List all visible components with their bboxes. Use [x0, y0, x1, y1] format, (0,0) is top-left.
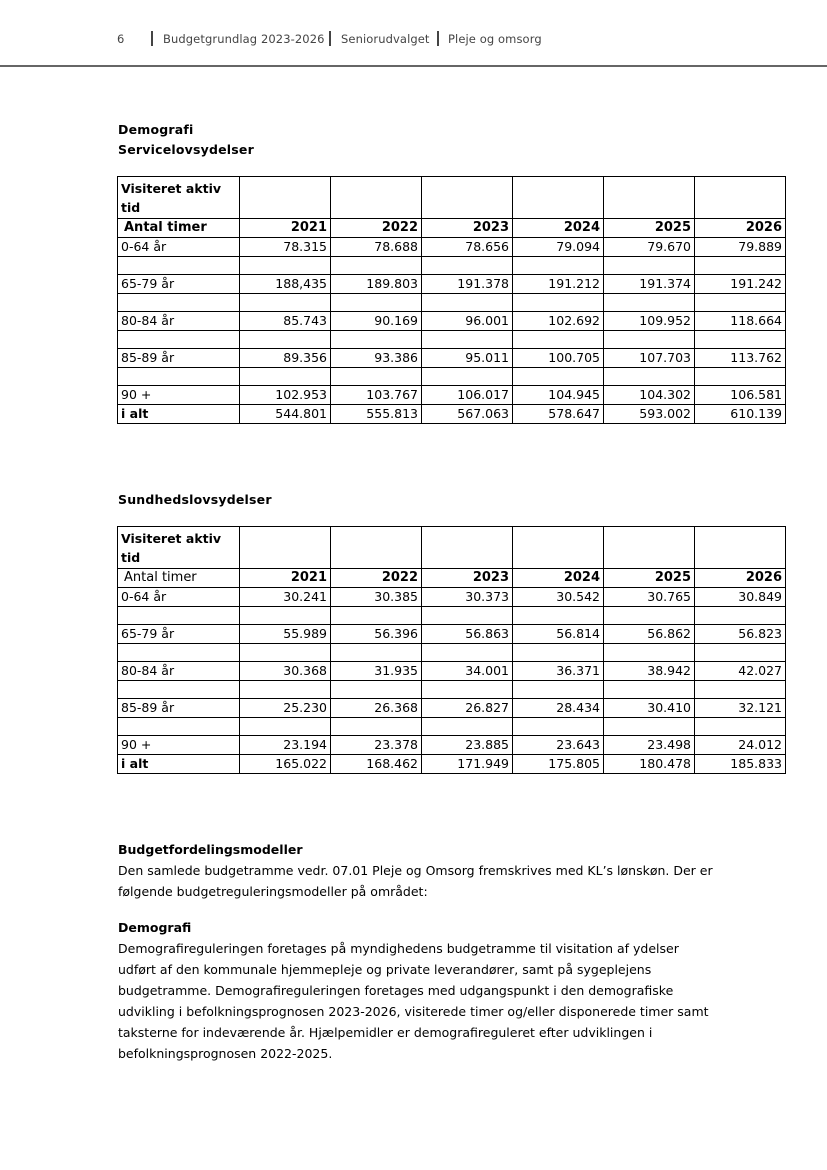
row-header: Antal timer — [118, 219, 240, 238]
year-header: 2026 — [695, 569, 786, 588]
year-header: 2021 — [240, 219, 331, 238]
cell: 23.885 — [422, 736, 513, 755]
cell: 89.356 — [240, 349, 331, 368]
cell: 95.011 — [422, 349, 513, 368]
top-label: Visiteret aktiv tid — [118, 527, 240, 569]
cell: 191.242 — [695, 275, 786, 294]
demografi-heading: Demografi — [118, 920, 192, 935]
cell: 23.643 — [513, 736, 604, 755]
row-label: 0-64 år — [118, 238, 240, 257]
header-separator — [437, 31, 439, 46]
year-header: 2024 — [513, 569, 604, 588]
year-header: 2023 — [422, 219, 513, 238]
cell: 104.302 — [604, 386, 695, 405]
cell: 26.827 — [422, 699, 513, 718]
cell: 56.396 — [331, 625, 422, 644]
total-label: i alt — [118, 755, 240, 774]
year-header: 2025 — [604, 569, 695, 588]
year-header-row — [118, 219, 786, 238]
spacer-row — [118, 368, 786, 386]
cell: 191.374 — [604, 275, 695, 294]
cell: 26.368 — [331, 699, 422, 718]
cell: 191.212 — [513, 275, 604, 294]
cell: 56.814 — [513, 625, 604, 644]
table-row — [118, 588, 786, 607]
demografi-text: Demografireguleringen foretages på myndighedens budgetramme til visitation af ydelser udført af den kommunale hjemmepleje og private leverandører, samt på sygeplejens budgetramme. Demografireguleringen foretages med udgangspunkt i den demografiske udvikling i befolkningsprognosen 2023-2026, visiterede timer og/eller disponerede timer samt taksterne for indeværende år. Hjælpemidler er demografireguleret efter udviklingen i befolkningsprognosen 2022-2025. — [118, 941, 709, 1061]
page-number: 6 — [117, 32, 125, 46]
table-row — [118, 625, 786, 644]
row-header: Antal timer — [118, 569, 240, 588]
cell: 104.945 — [513, 386, 604, 405]
header-separator — [151, 31, 153, 46]
total-cell: 555.813 — [331, 405, 422, 424]
cell: 28.434 — [513, 699, 604, 718]
cell: 96.001 — [422, 312, 513, 331]
spacer-row — [118, 294, 786, 312]
table-top-row — [118, 177, 786, 219]
table-row — [118, 736, 786, 755]
header-rule — [0, 65, 827, 67]
cell: 78.315 — [240, 238, 331, 257]
total-cell: 175.805 — [513, 755, 604, 774]
spacer-row — [118, 607, 786, 625]
total-cell: 544.801 — [240, 405, 331, 424]
cell: 30.373 — [422, 588, 513, 607]
cell: 23.378 — [331, 736, 422, 755]
row-label: 85-89 år — [118, 699, 240, 718]
total-label: i alt — [118, 405, 240, 424]
total-row — [118, 405, 786, 424]
cell: 31.935 — [331, 662, 422, 681]
row-label: 65-79 år — [118, 625, 240, 644]
row-label: 90 + — [118, 386, 240, 405]
cell: 36.371 — [513, 662, 604, 681]
spacer-row — [118, 681, 786, 699]
budget-models-section — [118, 839, 718, 902]
cell: 107.703 — [604, 349, 695, 368]
cell: 24.012 — [695, 736, 786, 755]
cell: 30.368 — [240, 662, 331, 681]
cell: 56.862 — [604, 625, 695, 644]
total-cell: 171.949 — [422, 755, 513, 774]
year-header: 2023 — [422, 569, 513, 588]
spacer-row — [118, 331, 786, 349]
cell: 85.743 — [240, 312, 331, 331]
cell: 109.952 — [604, 312, 695, 331]
breadcrumb-area: Pleje og omsorg — [448, 32, 542, 46]
row-label: 85-89 år — [118, 349, 240, 368]
year-header: 2026 — [695, 219, 786, 238]
demografi-section — [118, 917, 718, 1064]
cell: 23.194 — [240, 736, 331, 755]
cell: 78.688 — [331, 238, 422, 257]
cell: 113.762 — [695, 349, 786, 368]
table-row — [118, 386, 786, 405]
cell: 55.989 — [240, 625, 331, 644]
cell: 56.823 — [695, 625, 786, 644]
total-cell: 165.022 — [240, 755, 331, 774]
sundhedslov-table — [117, 526, 786, 774]
cell: 90.169 — [331, 312, 422, 331]
cell: 79.889 — [695, 238, 786, 257]
cell: 93.386 — [331, 349, 422, 368]
total-cell: 593.002 — [604, 405, 695, 424]
total-cell: 578.647 — [513, 405, 604, 424]
table-row — [118, 312, 786, 331]
cell: 30.385 — [331, 588, 422, 607]
cell: 30.542 — [513, 588, 604, 607]
total-cell: 567.063 — [422, 405, 513, 424]
total-cell: 610.139 — [695, 405, 786, 424]
servicelov-table — [117, 176, 786, 424]
cell: 188,435 — [240, 275, 331, 294]
total-cell: 180.478 — [604, 755, 695, 774]
cell: 78.656 — [422, 238, 513, 257]
cell: 189.803 — [331, 275, 422, 294]
year-header: 2025 — [604, 219, 695, 238]
cell: 38.942 — [604, 662, 695, 681]
cell: 30.765 — [604, 588, 695, 607]
table-row — [118, 275, 786, 294]
cell: 25.230 — [240, 699, 331, 718]
cell: 100.705 — [513, 349, 604, 368]
spacer-row — [118, 644, 786, 662]
breadcrumb-document: Budgetgrundlag 2023-2026 — [163, 32, 325, 46]
cell: 30.410 — [604, 699, 695, 718]
year-header: 2024 — [513, 219, 604, 238]
row-label: 90 + — [118, 736, 240, 755]
table-row — [118, 238, 786, 257]
section-subtitle: Servicelovsydelser — [118, 142, 254, 157]
cell: 30.241 — [240, 588, 331, 607]
cell: 118.664 — [695, 312, 786, 331]
year-header: 2021 — [240, 569, 331, 588]
cell: 30.849 — [695, 588, 786, 607]
cell: 23.498 — [604, 736, 695, 755]
header-separator — [329, 31, 331, 46]
cell: 42.027 — [695, 662, 786, 681]
cell: 32.121 — [695, 699, 786, 718]
total-row — [118, 755, 786, 774]
page-header — [0, 32, 827, 52]
row-label: 0-64 år — [118, 588, 240, 607]
budget-models-text: Den samlede budgetramme vedr. 07.01 Pleje og Omsorg fremskrives med KL’s lønskøn. Der er følgende budgetreguleringsmodeller på området: — [118, 863, 713, 899]
row-label: 65-79 år — [118, 275, 240, 294]
year-header-row — [118, 569, 786, 588]
cell: 102.953 — [240, 386, 331, 405]
cell: 79.094 — [513, 238, 604, 257]
cell: 34.001 — [422, 662, 513, 681]
year-header: 2022 — [331, 569, 422, 588]
breadcrumb-committee: Seniorudvalget — [341, 32, 430, 46]
row-label: 80-84 år — [118, 662, 240, 681]
cell: 103.767 — [331, 386, 422, 405]
table-top-row — [118, 527, 786, 569]
table-row — [118, 699, 786, 718]
cell: 79.670 — [604, 238, 695, 257]
section-title: Demografi — [118, 122, 194, 137]
cell: 102.692 — [513, 312, 604, 331]
cell: 191.378 — [422, 275, 513, 294]
year-header: 2022 — [331, 219, 422, 238]
row-label: 80-84 år — [118, 312, 240, 331]
spacer-row — [118, 718, 786, 736]
top-label: Visiteret aktiv tid — [118, 177, 240, 219]
table-row — [118, 662, 786, 681]
spacer-row — [118, 257, 786, 275]
cell: 106.581 — [695, 386, 786, 405]
cell: 106.017 — [422, 386, 513, 405]
section2-title: Sundhedslovsydelser — [118, 492, 272, 507]
total-cell: 168.462 — [331, 755, 422, 774]
cell: 56.863 — [422, 625, 513, 644]
total-cell: 185.833 — [695, 755, 786, 774]
budget-models-heading: Budgetfordelingsmodeller — [118, 842, 303, 857]
table-row — [118, 349, 786, 368]
